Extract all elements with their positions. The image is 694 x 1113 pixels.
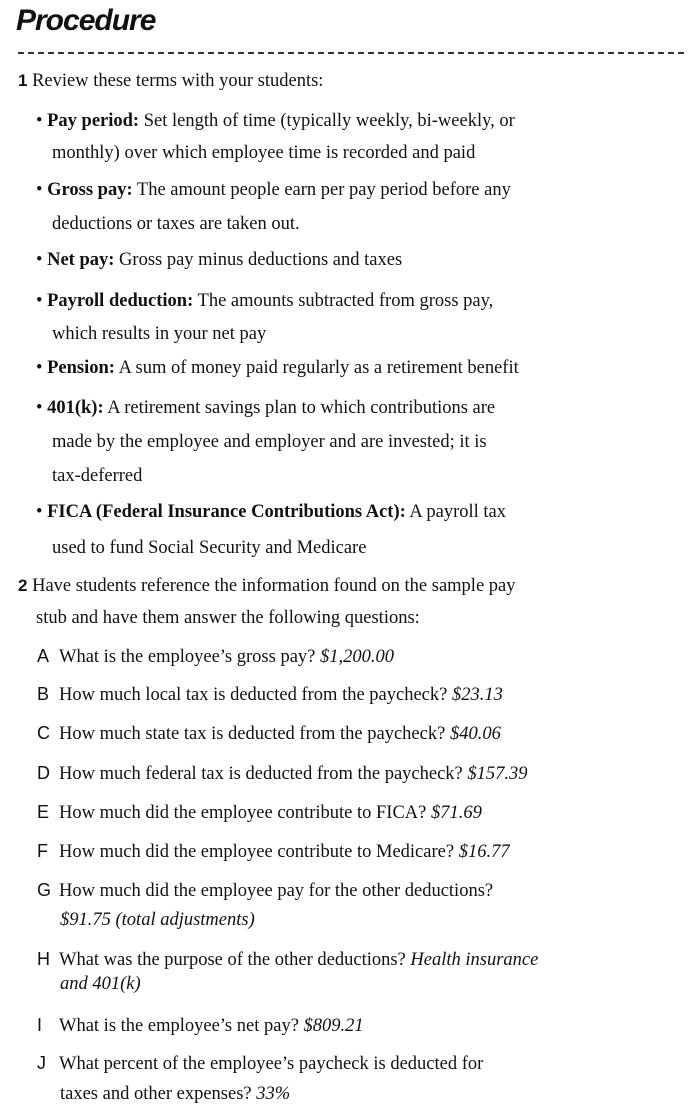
question-letter: A <box>37 646 50 666</box>
question-letter: I <box>37 1015 43 1035</box>
answer-text: Health insurance <box>410 950 539 970</box>
question-text: What is the employee’s gross pay? <box>59 647 316 667</box>
term-definition: deductions or taxes are taken out. <box>52 214 300 234</box>
term-definition: made by the employee and employer and are invested; it is <box>52 432 487 452</box>
dashed-divider <box>18 52 684 54</box>
question-letter: E <box>37 802 50 822</box>
question-text: How much did the employee contribute to Medicare? <box>59 842 455 862</box>
term-definition: Gross pay minus deductions and taxes <box>119 250 403 270</box>
question-letter: J <box>37 1053 46 1073</box>
bullet-icon: • <box>36 180 43 200</box>
question-letter: H <box>37 949 50 969</box>
step-1-intro <box>18 69 323 93</box>
question-h <box>37 947 538 972</box>
bullet-icon: • <box>36 502 43 522</box>
term-definition: monthly) over which employee time is recorded and paid <box>52 143 476 163</box>
term-label: 401(k): <box>47 398 104 418</box>
term-label: Net pay: <box>47 250 115 270</box>
question-c <box>37 721 501 746</box>
step-number: 1 <box>18 71 28 90</box>
step-1-text: Review these terms with your students: <box>32 71 324 91</box>
term-label: Payroll deduction: <box>47 291 194 311</box>
question-letter: D <box>37 763 50 783</box>
term-item <box>36 356 519 380</box>
question-text: How much local tax is deducted from the paycheck? <box>59 685 448 705</box>
bullet-icon: • <box>36 358 43 378</box>
term-label: FICA (Federal Insurance Contributions Act): <box>47 502 406 522</box>
term-definition: The amount people earn per pay period before any <box>136 180 511 200</box>
step-number: 2 <box>18 576 28 595</box>
question-letter: B <box>37 684 50 704</box>
question-letter: F <box>37 841 48 861</box>
question-j <box>37 1051 483 1076</box>
term-label: Gross pay: <box>47 180 133 200</box>
answer-text: and 401(k) <box>60 974 141 994</box>
term-definition: A sum of money paid regularly as a retirement benefit <box>118 358 519 378</box>
term-item <box>36 109 666 133</box>
question-a <box>37 644 394 669</box>
bullet-icon: • <box>36 291 43 311</box>
question-letter: C <box>37 723 50 743</box>
page-title: Procedure <box>16 4 156 37</box>
answer-text: $23.13 <box>451 685 503 705</box>
term-definition: which results in your net pay <box>52 324 267 344</box>
term-definition: Set length of time (typically weekly, bi-weekly, or <box>143 111 515 131</box>
question-text: What percent of the employee’s paycheck is deducted for <box>59 1054 484 1074</box>
question-e <box>37 800 482 825</box>
term-label: Pension: <box>47 358 115 378</box>
question-text: taxes and other expenses? <box>60 1084 252 1104</box>
question-text: What was the purpose of the other deductions? <box>59 950 406 970</box>
term-item <box>36 178 511 202</box>
term-item <box>36 248 402 272</box>
term-item <box>36 396 495 420</box>
question-i <box>37 1013 364 1038</box>
term-item <box>36 500 506 524</box>
question-f <box>37 839 510 864</box>
term-label: Pay period: <box>47 111 140 131</box>
question-letter: G <box>37 880 52 900</box>
answer-text: $157.39 <box>467 764 528 784</box>
question-g <box>37 878 493 903</box>
answer-text: $809.21 <box>303 1016 364 1036</box>
term-definition: tax-deferred <box>52 466 143 486</box>
question-j-cont <box>60 1082 290 1106</box>
step-2-text: Have students reference the information found on the sample pay <box>32 576 516 596</box>
answer-text: $16.77 <box>458 842 510 862</box>
answer-text: $40.06 <box>449 724 501 744</box>
question-b <box>37 682 503 707</box>
term-definition: A payroll tax <box>409 502 506 522</box>
question-text: How much federal tax is deducted from the paycheck? <box>59 764 463 784</box>
step-2-text: stub and have them answer the following questions: <box>36 608 420 628</box>
term-definition: used to fund Social Security and Medicare <box>52 538 367 558</box>
term-definition: The amounts subtracted from gross pay, <box>197 291 494 311</box>
question-text: How much did the employee pay for the other deductions? <box>59 881 494 901</box>
step-2-intro <box>18 574 516 598</box>
term-item <box>36 289 493 313</box>
bullet-icon: • <box>36 250 43 270</box>
answer-text: $91.75 (total adjustments) <box>60 910 255 930</box>
answer-text: $1,200.00 <box>320 647 394 667</box>
question-d <box>37 761 528 786</box>
question-text: How much did the employee contribute to FICA? <box>59 803 427 823</box>
question-text: What is the employee’s net pay? <box>59 1016 299 1036</box>
question-text: How much state tax is deducted from the paycheck? <box>59 724 446 744</box>
answer-text: $71.69 <box>430 803 482 823</box>
bullet-icon: • <box>36 398 43 418</box>
answer-text: 33% <box>256 1084 291 1104</box>
bullet-icon: • <box>36 111 43 131</box>
term-definition: A retirement savings plan to which contributions are <box>107 398 496 418</box>
